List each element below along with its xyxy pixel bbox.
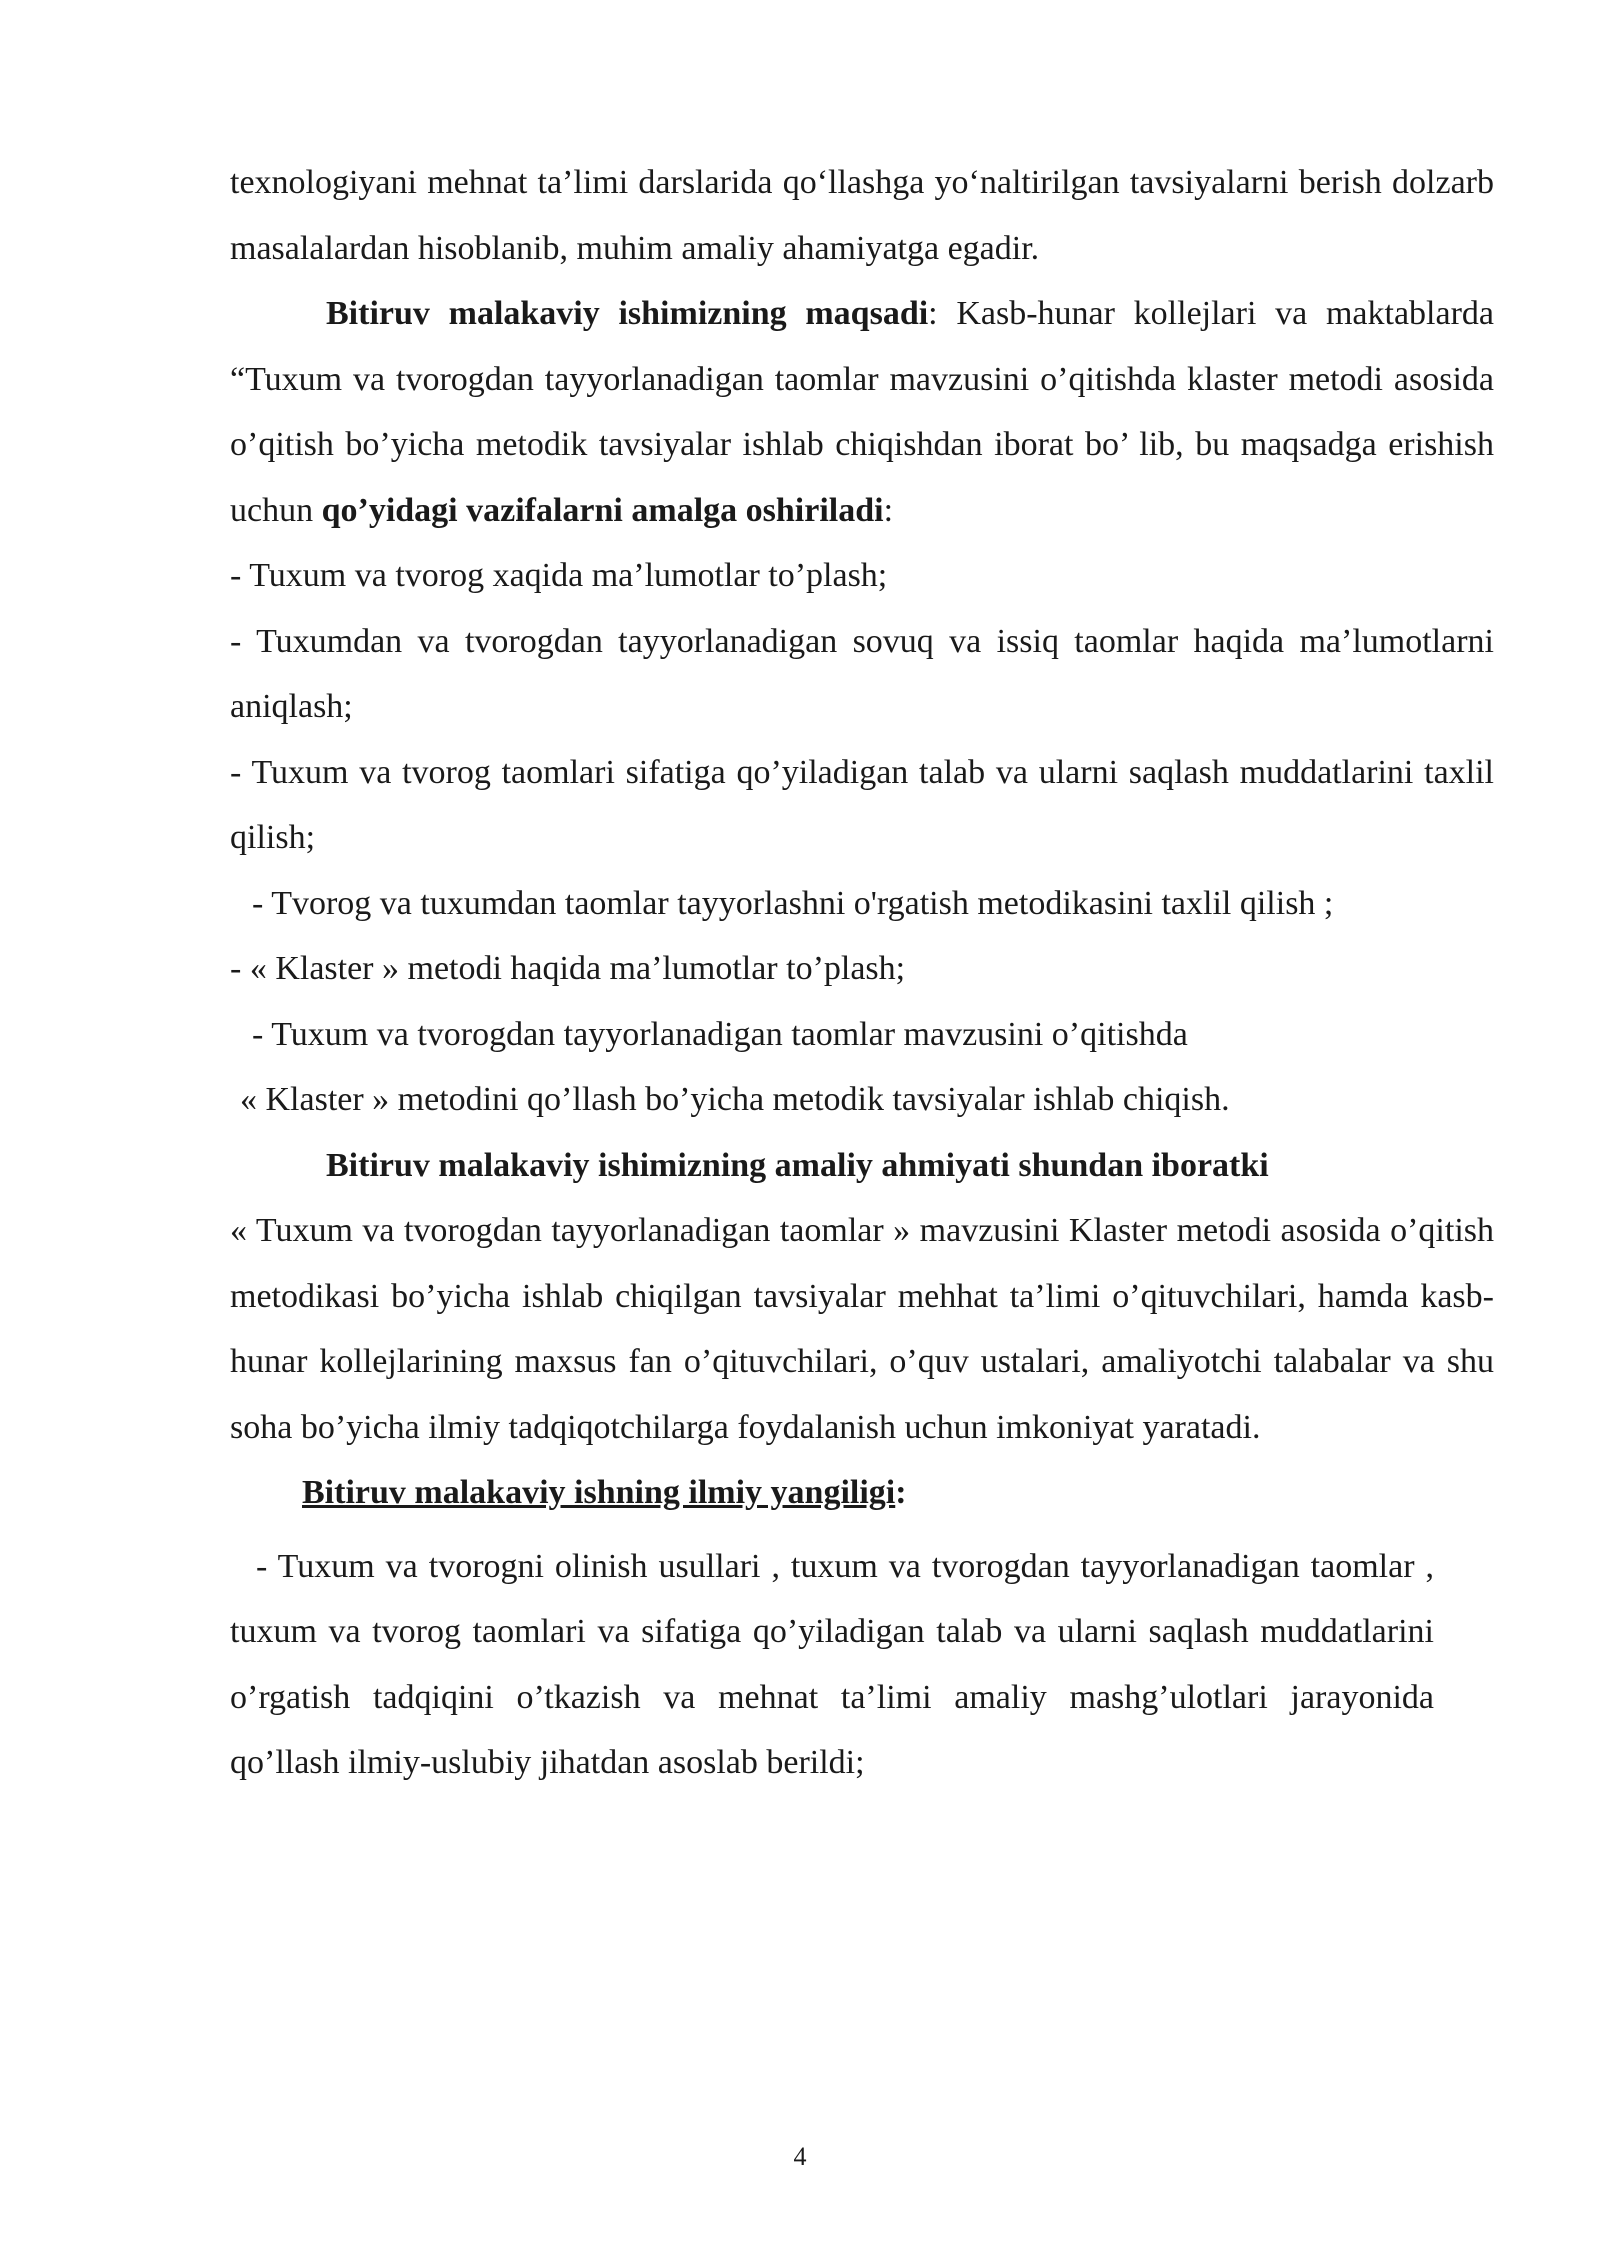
- task-item: - Tvorog va tuxumdan taomlar tayyorlashni o'rgatish metodikasini taxlil qilish ;: [252, 884, 1334, 922]
- aim-tasks-heading: qo’yidagi vazifalarni amalga oshiriladi: [321, 491, 884, 529]
- novelty-heading: Bitiruv malakaviy ishning ilmiy yangiligi: [302, 1474, 896, 1511]
- novelty-paragraph: - Tuxum va tvorogni olinish usullari , tuxum va tvorogdan tayyorlanadigan taomlar , tuxum va tvorog taomlari va sifatiga qo’yiladigan talab va ularni saqlash muddatlarini o’rgatish tadqiqini o’tkazish va mehnat ta’limi amaliy mashg’ulotlari jarayonida qo’llash ilmiy-uslubiy jihatdan asoslab berildi;: [230, 1547, 1434, 1781]
- practical-heading-line: [230, 1133, 1494, 1199]
- task-item: - « Klaster » metodi haqida ma’lumotlar to’plash;: [230, 950, 906, 987]
- aim-heading: Bitiruv malakaviy ishimizning maqsadi: [326, 295, 929, 332]
- task-item: - Tuxum va tvorog taomlari sifatiga qo’yiladigan talab va ularni saqlash muddatlarini taxlil qilish;: [230, 753, 1494, 856]
- page-number: 4: [793, 2142, 807, 2171]
- task-item: « Klaster » metodini qo’llash bo’yicha metodik tavsiyalar ishlab chiqish.: [240, 1081, 1230, 1118]
- task-item: - Tuxum va tvorog xaqida ma’lumotlar to’plash;: [230, 557, 888, 594]
- novelty-heading-line: [230, 1460, 1494, 1526]
- aim-colon: :: [883, 491, 894, 529]
- task-item: - Tuxumdan va tvorogdan tayyorlanadigan sovuq va issiq taomlar haqida ma’lumotlarni aniqlash;: [230, 622, 1494, 725]
- page-body: [230, 150, 1494, 1796]
- intro-paragraph: texnologiyani mehnat ta’limi darslarida qo‘llashga yo‘naltirilgan tavsiyalarni berish dolzarb masalalardan hisoblanib, muhim amaliy ahamiyatga egadir.: [230, 164, 1494, 267]
- practical-heading: Bitiruv malakaviy ishimizning amaliy ahmiyati shundan iboratki: [326, 1146, 1269, 1184]
- aim-text: : Kasb-hunar kollejlari va maktablarda “Tuxum va tvorogdan tayyorlanadigan taomlar mavzusini o’qitishda klaster metodi asosida o’qitish bo’yicha metodik tavsiyalar ishlab chiqishdan iborat bo’ lib, bu maqsadga erishish uchun: [230, 295, 1494, 529]
- practical-paragraph: « Tuxum va tvorogdan tayyorlanadigan taomlar » mavzusini Klaster metodi asosida o’qitish metodikasi bo’yicha ishlab chiqilgan tavsiyalar mehhat ta’limi o’qituvchilari, hamda kasb-hunar kollejlarining maxsus fan o’qituvchilari, o’quv ustalari, amaliyotchi talabalar va shu soha bo’yicha ilmiy tadqiqotchilarga foydalanish uchun imkoniyat yaratadi.: [230, 1212, 1494, 1446]
- aim-paragraph: [230, 281, 1494, 543]
- novelty-colon: :: [895, 1474, 907, 1511]
- task-item: - Tuxum va tvorogdan tayyorlanadigan taomlar mavzusini o’qitishda: [252, 1015, 1188, 1053]
